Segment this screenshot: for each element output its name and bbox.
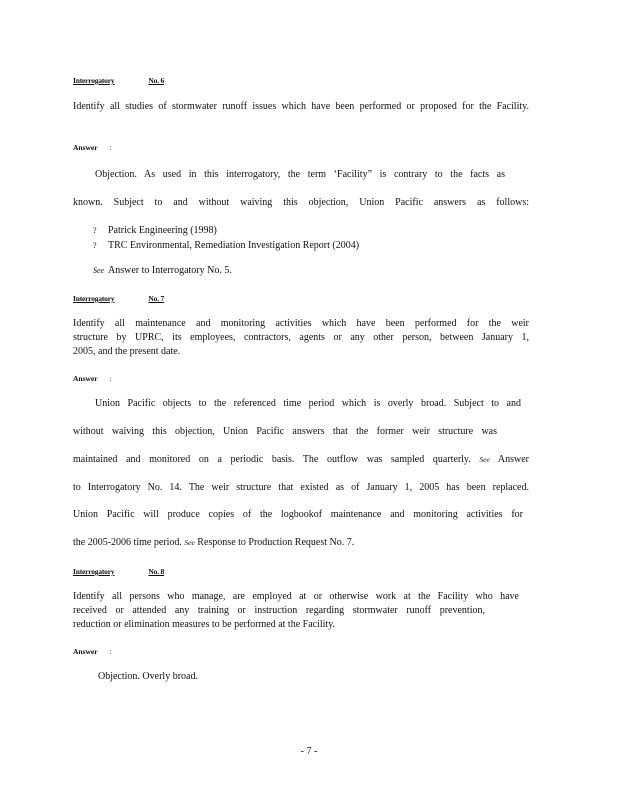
interrogatory-8-heading [73, 567, 164, 576]
answer-label-text: Answer [73, 374, 98, 383]
bullet-mark: ? [93, 226, 97, 235]
list-item [93, 225, 217, 237]
interrogatory-8-question-line-1: Identify all persons who manage, are employed at or otherwise work at the Facility who have [73, 591, 519, 602]
see-word: See [479, 455, 490, 464]
answer-7-line-1: Union Pacific objects to the referenced time period which is overly broad. Subject to and [95, 398, 521, 409]
heading-number: No. 7 [148, 294, 165, 303]
answer-label-text: Answer [73, 647, 98, 656]
interrogatory-6-question: Identify all studies of stormwater runoff issues which have been performed or proposed for the Facility. [73, 101, 529, 112]
line-tail: Response to Production Request No. 7. [197, 537, 355, 548]
see-word: See [93, 266, 105, 275]
answer-6-see-line [93, 265, 232, 277]
heading-number: No. 8 [148, 567, 165, 576]
see-text: Answer to Interrogatory No. 5. [108, 265, 232, 276]
answer-7-label [73, 374, 112, 383]
line-tail: Answer [497, 454, 530, 465]
heading-label: Interrogatory [73, 567, 115, 576]
answer-7-line-2: without waiving this objection, Union Pacific answers that the former weir structure was [73, 426, 497, 437]
answer-colon: : [109, 647, 112, 656]
answer-6-line-1: Objection. As used in this interrogatory, the term ‘Facility” is contrary to the facts as [95, 169, 505, 180]
heading-label: Interrogatory [73, 294, 115, 303]
interrogatory-8-question-line-3: reduction or elimination measures to be performed at the Facility. [73, 619, 336, 630]
answer-colon: : [109, 143, 112, 152]
bullet-mark: ? [93, 241, 97, 250]
see-word: See [184, 538, 195, 547]
answer-8-label [73, 647, 112, 656]
interrogatory-7-question-line-2: structure by UPRC, its employees, contractors, agents or any other person, between January 1, [73, 332, 529, 343]
answer-7-line-3 [73, 454, 529, 466]
answer-7-line-5: Union Pacific will produce copies of the logbookof maintenance and monitoring activities for [73, 509, 523, 520]
interrogatory-7-heading [73, 294, 164, 303]
list-item-text: Patrick Engineering (1998) [108, 225, 217, 236]
answer-label-text: Answer [73, 143, 98, 152]
answer-6-label [73, 143, 112, 152]
page-number: - 7 - [300, 746, 318, 757]
list-item-text: TRC Environmental, Remediation Investigation Report (2004) [108, 240, 360, 251]
interrogatory-6-heading [73, 76, 164, 85]
line-text: the 2005-2006 time period. [73, 537, 182, 548]
interrogatory-7-question-line-3: 2005, and the present date. [73, 346, 181, 357]
answer-7-line-6 [73, 537, 529, 549]
interrogatory-7-question-line-1: Identify all maintenance and monitoring activities which have been performed for the weir [73, 318, 529, 329]
answer-colon: : [109, 374, 112, 383]
heading-number: No. 6 [148, 76, 165, 85]
heading-label: Interrogatory [73, 76, 115, 85]
answer-6-line-2: known. Subject to and without waiving this objection, Union Pacific answers as follows: [73, 197, 529, 208]
list-item [93, 240, 359, 252]
interrogatory-8-question-line-2: received or attended any training or instruction regarding stormwater runoff prevention, [73, 605, 485, 616]
answer-8-text: Objection. Overly broad. [98, 671, 198, 682]
answer-7-line-4: to Interrogatory No. 14. The weir structure that existed as of January 1, 2005 has been replaced. [73, 482, 529, 493]
line-text: maintained and monitored on a periodic basis. The outflow was sampled quarterly. [73, 454, 471, 465]
